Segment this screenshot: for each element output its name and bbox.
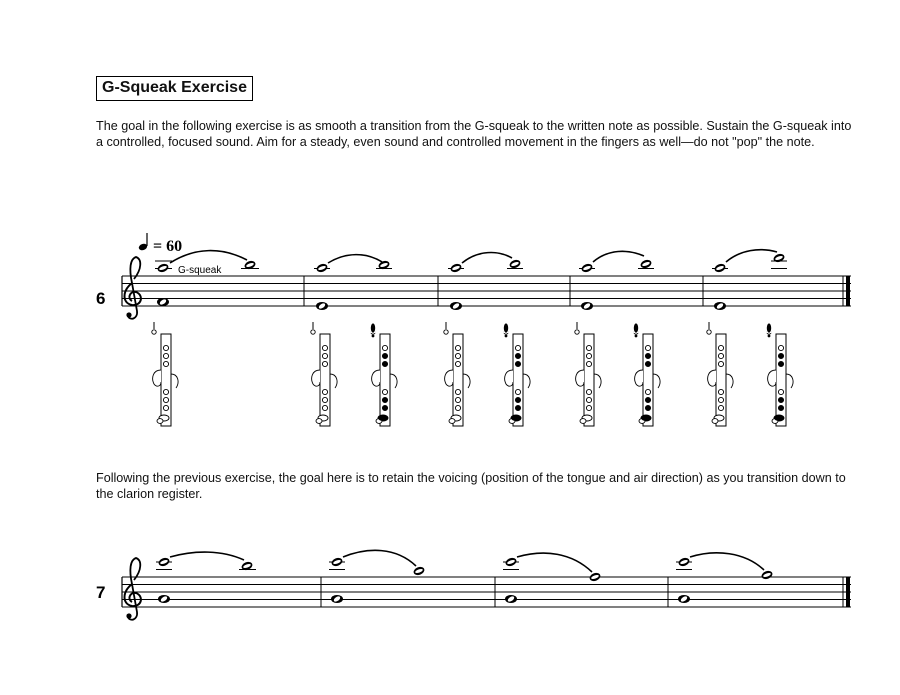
fingering-diagram	[444, 322, 470, 426]
measure-6-3	[448, 253, 523, 310]
treble-clef-7	[125, 558, 141, 620]
exercise-6-system	[96, 233, 851, 426]
fingering-diagrams	[152, 322, 793, 426]
staff-6	[122, 276, 851, 306]
fingering-diagram	[575, 322, 601, 426]
intro-paragraph: The goal in the following exercise is as smooth a transition from the G-squeak to the written note as possible. Sustain the G-squeak into a controlled, focused sound. Aim for a steady, even sound and controlled movement in the fingers as well—do not "pop" the note.	[96, 119, 852, 149]
fingering-diagram	[371, 322, 398, 426]
measure-6-1	[155, 251, 259, 306]
measure-7-4	[676, 553, 774, 603]
treble-clef	[125, 257, 141, 319]
tempo-marking	[138, 233, 182, 255]
page-title: G-Squeak Exercise	[96, 76, 253, 101]
measure-6-5	[712, 250, 787, 310]
fingering-diagram	[311, 322, 337, 426]
measure-6-4	[579, 251, 654, 310]
exercise-7-system	[96, 550, 851, 619]
measure-6-2	[314, 255, 392, 310]
g-squeak-label: G-squeak	[178, 265, 222, 276]
fingering-diagram	[504, 322, 531, 426]
fingering-diagram	[634, 322, 661, 426]
second-paragraph: Following the previous exercise, the goal here is to retain the voicing (position of the tongue and air direction) as you transition down to the clarion register.	[96, 471, 846, 501]
fingering-diagram	[707, 322, 733, 426]
exercise-number-6: 6	[96, 289, 106, 308]
staff-7	[122, 577, 851, 607]
measure-7-1	[156, 552, 256, 603]
fingering-diagram	[152, 322, 178, 426]
tempo-text: = 60	[153, 238, 183, 255]
measure-7-3	[503, 553, 602, 603]
fingering-diagram	[767, 322, 794, 426]
exercise-number-7: 7	[96, 583, 106, 602]
